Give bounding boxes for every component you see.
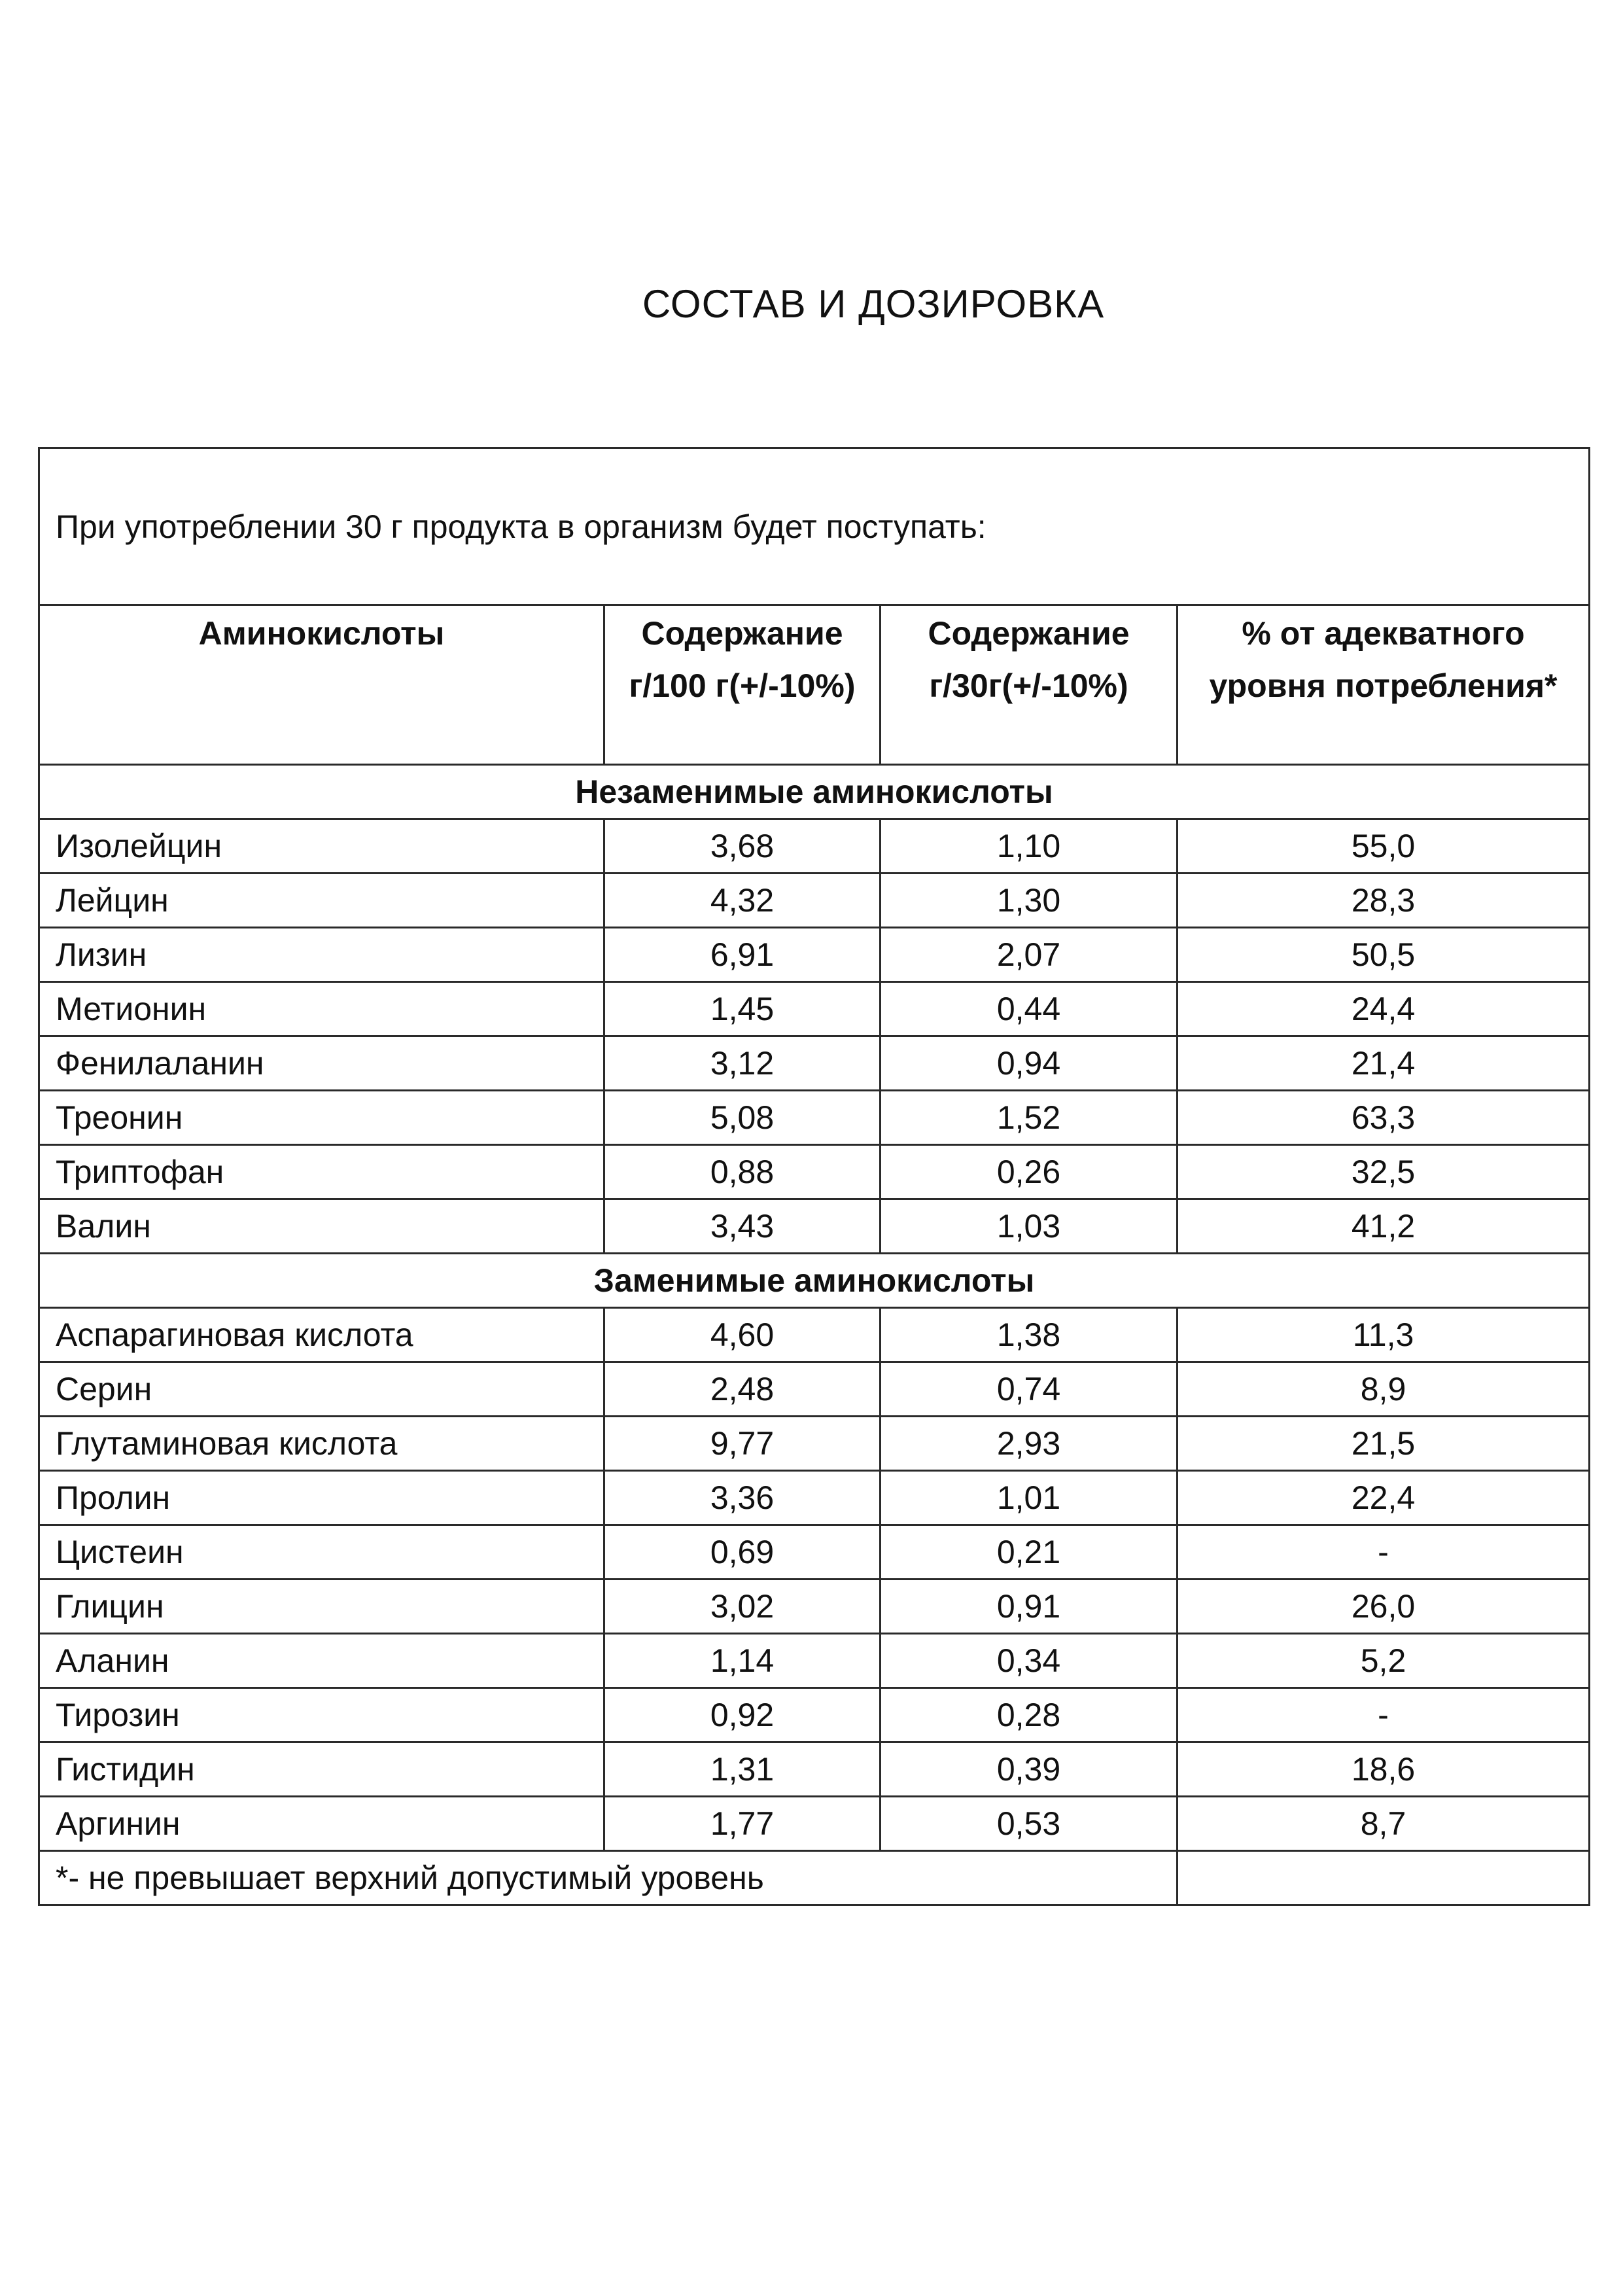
- content-per-100g: 3,36: [604, 1471, 881, 1525]
- content-per-30g: 0,94: [881, 1036, 1178, 1091]
- content-per-30g: 1,01: [881, 1471, 1178, 1525]
- content-per-100g: 3,43: [604, 1199, 881, 1254]
- table-row: [39, 1362, 1590, 1417]
- percent-adequate-intake: 26,0: [1178, 1580, 1590, 1634]
- content-per-30g: 2,93: [881, 1417, 1178, 1471]
- header-content-per-30g: Содержание г/30г(+/-10%): [881, 605, 1178, 765]
- content-per-30g: 0,26: [881, 1145, 1178, 1199]
- table-row: [39, 1145, 1590, 1199]
- content-per-100g: 4,32: [604, 874, 881, 928]
- content-per-30g: 0,28: [881, 1688, 1178, 1742]
- percent-adequate-intake: 11,3: [1178, 1308, 1590, 1362]
- percent-adequate-intake: 18,6: [1178, 1742, 1590, 1797]
- section-row-nonessential: [39, 1254, 1590, 1308]
- amino-acid-name: Глутаминовая кислота: [39, 1417, 604, 1471]
- amino-acid-name: Треонин: [39, 1091, 604, 1145]
- section-title-essential: Незаменимые аминокислоты: [39, 765, 1590, 819]
- content-per-30g: 0,44: [881, 982, 1178, 1036]
- page-title: СОСТАВ И ДОЗИРОВКА: [642, 282, 1105, 326]
- header-row: [39, 605, 1590, 765]
- table-row: [39, 1471, 1590, 1525]
- amino-acid-name: Валин: [39, 1199, 604, 1254]
- amino-acid-name: Глицин: [39, 1580, 604, 1634]
- percent-adequate-intake: 8,9: [1178, 1362, 1590, 1417]
- amino-acid-name: Серин: [39, 1362, 604, 1417]
- content-per-30g: 0,39: [881, 1742, 1178, 1797]
- content-per-30g: 0,21: [881, 1525, 1178, 1580]
- table-row: [39, 1417, 1590, 1471]
- content-per-30g: 1,03: [881, 1199, 1178, 1254]
- percent-adequate-intake: 63,3: [1178, 1091, 1590, 1145]
- amino-acid-name: Изолейцин: [39, 819, 604, 874]
- table-row: [39, 1308, 1590, 1362]
- content-per-100g: 4,60: [604, 1308, 881, 1362]
- footnote-row: [39, 1851, 1590, 1905]
- table-row: [39, 982, 1590, 1036]
- table-row: [39, 1580, 1590, 1634]
- amino-acid-name: Лизин: [39, 928, 604, 982]
- percent-adequate-intake: 28,3: [1178, 874, 1590, 928]
- header-content-per-100g: Содержание г/100 г(+/-10%): [604, 605, 881, 765]
- content-per-30g: 1,38: [881, 1308, 1178, 1362]
- percent-adequate-intake: 8,7: [1178, 1797, 1590, 1851]
- section-row-essential: [39, 765, 1590, 819]
- percent-adequate-intake: 32,5: [1178, 1145, 1590, 1199]
- intro-text: При употреблении 30 г продукта в организм будет поступать:: [39, 448, 1590, 605]
- table-row: [39, 1742, 1590, 1797]
- percent-adequate-intake: -: [1178, 1688, 1590, 1742]
- table-row: [39, 928, 1590, 982]
- footnote-empty-cell: [1178, 1851, 1590, 1905]
- amino-acid-name: Аспарагиновая кислота: [39, 1308, 604, 1362]
- intro-row: [39, 448, 1590, 605]
- table-row: [39, 1525, 1590, 1580]
- percent-adequate-intake: 22,4: [1178, 1471, 1590, 1525]
- content-per-100g: 3,68: [604, 819, 881, 874]
- amino-acid-name: Аргинин: [39, 1797, 604, 1851]
- table-row: [39, 1199, 1590, 1254]
- content-per-30g: 0,74: [881, 1362, 1178, 1417]
- table-row: [39, 1036, 1590, 1091]
- content-per-100g: 0,88: [604, 1145, 881, 1199]
- amino-acid-name: Гистидин: [39, 1742, 604, 1797]
- percent-adequate-intake: -: [1178, 1525, 1590, 1580]
- content-per-100g: 1,45: [604, 982, 881, 1036]
- table-row: [39, 1091, 1590, 1145]
- amino-acid-name: Тирозин: [39, 1688, 604, 1742]
- content-per-100g: 3,12: [604, 1036, 881, 1091]
- percent-adequate-intake: 41,2: [1178, 1199, 1590, 1254]
- amino-acid-name: Пролин: [39, 1471, 604, 1525]
- content-per-100g: 1,31: [604, 1742, 881, 1797]
- content-per-100g: 0,92: [604, 1688, 881, 1742]
- content-per-100g: 6,91: [604, 928, 881, 982]
- amino-acid-name: Метионин: [39, 982, 604, 1036]
- amino-acid-name: Лейцин: [39, 874, 604, 928]
- content-per-30g: 0,53: [881, 1797, 1178, 1851]
- footnote-text: *- не превышает верхний допустимый уровень: [39, 1851, 1178, 1905]
- percent-adequate-intake: 55,0: [1178, 819, 1590, 874]
- header-percent-adequate-intake: % от адекватного уровня потребления*: [1178, 605, 1590, 765]
- content-per-100g: 2,48: [604, 1362, 881, 1417]
- content-per-30g: 0,34: [881, 1634, 1178, 1688]
- table-row: [39, 1797, 1590, 1851]
- amino-acid-table: [38, 447, 1590, 1906]
- percent-adequate-intake: 24,4: [1178, 982, 1590, 1036]
- content-per-30g: 1,30: [881, 874, 1178, 928]
- content-per-100g: 1,77: [604, 1797, 881, 1851]
- percent-adequate-intake: 21,5: [1178, 1417, 1590, 1471]
- content-per-30g: 1,52: [881, 1091, 1178, 1145]
- content-per-30g: 1,10: [881, 819, 1178, 874]
- table-row: [39, 1688, 1590, 1742]
- amino-acid-name: Фенилаланин: [39, 1036, 604, 1091]
- percent-adequate-intake: 5,2: [1178, 1634, 1590, 1688]
- table-row: [39, 819, 1590, 874]
- percent-adequate-intake: 50,5: [1178, 928, 1590, 982]
- table-row: [39, 874, 1590, 928]
- content-per-100g: 0,69: [604, 1525, 881, 1580]
- content-per-100g: 9,77: [604, 1417, 881, 1471]
- percent-adequate-intake: 21,4: [1178, 1036, 1590, 1091]
- section-title-nonessential: Заменимые аминокислоты: [39, 1254, 1590, 1308]
- content-per-30g: 2,07: [881, 928, 1178, 982]
- content-per-100g: 5,08: [604, 1091, 881, 1145]
- amino-acid-name: Аланин: [39, 1634, 604, 1688]
- header-amino-acids: Аминокислоты: [39, 605, 604, 765]
- amino-acid-name: Цистеин: [39, 1525, 604, 1580]
- content-per-100g: 3,02: [604, 1580, 881, 1634]
- table-row: [39, 1634, 1590, 1688]
- content-per-100g: 1,14: [604, 1634, 881, 1688]
- amino-acid-name: Триптофан: [39, 1145, 604, 1199]
- content-per-30g: 0,91: [881, 1580, 1178, 1634]
